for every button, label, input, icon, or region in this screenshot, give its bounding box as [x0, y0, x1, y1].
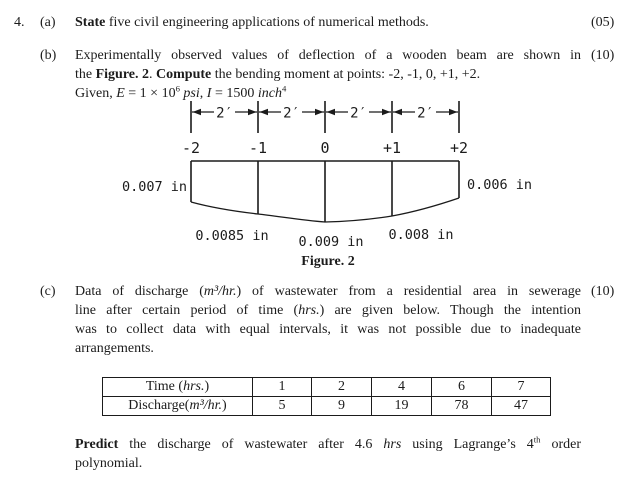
- span-length-label: 2′: [350, 105, 367, 122]
- unit-hrs: hrs.: [298, 303, 320, 318]
- axis-label-m1: -1: [248, 139, 268, 157]
- discharge-header-t1: Discharge(: [128, 398, 190, 413]
- part-b-line2: [75, 65, 581, 84]
- deflection-label-p1: 0.008 in: [388, 227, 454, 243]
- predict-line1: [75, 435, 581, 454]
- discharge-header-t2: ): [222, 398, 227, 413]
- part-a-label: (a): [40, 15, 56, 30]
- given-label: Given,: [75, 86, 117, 101]
- predict-hrs-unit: hrs: [383, 437, 402, 452]
- figure-2-beam-diagram: [95, 96, 565, 250]
- deflection-label-left: 0.007 in: [121, 179, 187, 195]
- unit-m3-per-hr: m³/hr.: [203, 284, 237, 299]
- beam-outline: [191, 161, 459, 222]
- unit-psi: psi: [179, 86, 200, 101]
- discharge-header-cell: [103, 397, 253, 416]
- time-cell: 2: [312, 378, 372, 397]
- arrow-left-icon: [193, 109, 202, 115]
- discharge-header-unit: m³/hr.: [189, 398, 223, 413]
- axis-label-m2: -2: [181, 139, 201, 157]
- time-header-t2: ): [204, 379, 210, 394]
- part-c-line2-t2: ) are given below. Though the intention: [319, 303, 581, 318]
- arrow-left-icon: [394, 109, 403, 115]
- time-header-t1: Time (: [145, 379, 184, 394]
- deflection-label-0: 0.009 in: [298, 234, 364, 250]
- part-b-marks: (10): [591, 48, 615, 63]
- arrow-right-icon: [449, 109, 458, 115]
- part-b-line2-t2: .: [149, 67, 157, 82]
- discharge-data-table: [102, 377, 551, 416]
- separator: ,: [199, 86, 207, 101]
- ordinal-th: th: [533, 434, 541, 445]
- symbol-I: I: [206, 86, 212, 101]
- deflection-label-m1: 0.0085 in: [195, 228, 269, 244]
- time-cell: 1: [253, 378, 312, 397]
- figure-reference: Figure. 2: [95, 67, 150, 82]
- question-number: 4.: [14, 15, 25, 30]
- part-a-bold-word: State: [75, 15, 106, 30]
- part-c-line1-t1: Data of discharge (: [75, 284, 204, 299]
- axis-label-0: 0: [320, 139, 330, 157]
- exponent-6: 6: [175, 83, 180, 94]
- part-c-line4: arrangements.: [75, 341, 154, 356]
- predict-line2: polynomial.: [75, 456, 143, 471]
- part-c-line2: [75, 301, 581, 320]
- table-row-time: [103, 378, 551, 397]
- part-c-line3: was to collect data with equal intervals, it was not possible due to inadequate: [75, 322, 581, 337]
- unit-inch: inch: [257, 86, 282, 101]
- predict-paragraph: [75, 435, 581, 473]
- part-b-line2-t3: the bending moment at points: -2, -1, 0, +1, +2.: [211, 67, 481, 82]
- span-length-label: 2′: [216, 105, 233, 122]
- part-a-rest: five civil engineering applications of numerical methods.: [105, 15, 429, 30]
- part-c-line2-t1: line after certain period of time (: [75, 303, 299, 318]
- span-length-label: 2′: [283, 105, 300, 122]
- part-a-text: [75, 13, 581, 32]
- part-c-text: [75, 282, 581, 358]
- symbol-E: E: [116, 86, 125, 101]
- arrow-left-icon: [327, 109, 336, 115]
- exponent-4: 4: [281, 83, 287, 94]
- time-cell: 6: [432, 378, 492, 397]
- part-b-text: [75, 46, 581, 103]
- discharge-cell: 5: [253, 397, 312, 416]
- part-c-line1: [75, 282, 581, 301]
- figure-caption: Figure. 2: [301, 254, 355, 269]
- deflection-label-right: 0.006 in: [467, 177, 533, 193]
- arrow-right-icon: [248, 109, 257, 115]
- discharge-cell: 47: [492, 397, 551, 416]
- part-b-line1: Experimentally observed values of deflection of a wooden beam are shown in: [75, 48, 581, 63]
- arrow-right-icon: [315, 109, 324, 115]
- time-header-cell: [103, 378, 253, 397]
- predict-t3: order: [540, 437, 582, 452]
- part-c-label: (c): [40, 284, 56, 299]
- part-b-line2-t1: the: [75, 67, 96, 82]
- predict-t1: the discharge of wastewater after 4.6: [118, 437, 384, 452]
- arrow-left-icon: [260, 109, 269, 115]
- i-value: = 1500: [211, 86, 258, 101]
- compute-keyword: Compute: [156, 67, 212, 82]
- part-a-marks: (05): [591, 15, 615, 30]
- time-cell: 4: [372, 378, 432, 397]
- axis-label-p2: +2: [449, 139, 469, 157]
- predict-t2: using Lagrange’s 4: [401, 437, 534, 452]
- discharge-cell: 78: [432, 397, 492, 416]
- e-value: = 1 × 10: [124, 86, 176, 101]
- predict-keyword: Predict: [75, 437, 119, 452]
- discharge-cell: 9: [312, 397, 372, 416]
- part-b-label: (b): [40, 48, 57, 63]
- time-cell: 7: [492, 378, 551, 397]
- arrow-right-icon: [382, 109, 391, 115]
- table-row-discharge: [103, 397, 551, 416]
- part-c-line1-t2: ) of wastewater from a residential area in sewerage: [236, 284, 581, 299]
- span-length-label: 2′: [417, 105, 434, 122]
- axis-label-p1: +1: [382, 139, 402, 157]
- discharge-cell: 19: [372, 397, 432, 416]
- part-c-marks: (10): [591, 284, 615, 299]
- time-header-unit: hrs.: [183, 379, 205, 394]
